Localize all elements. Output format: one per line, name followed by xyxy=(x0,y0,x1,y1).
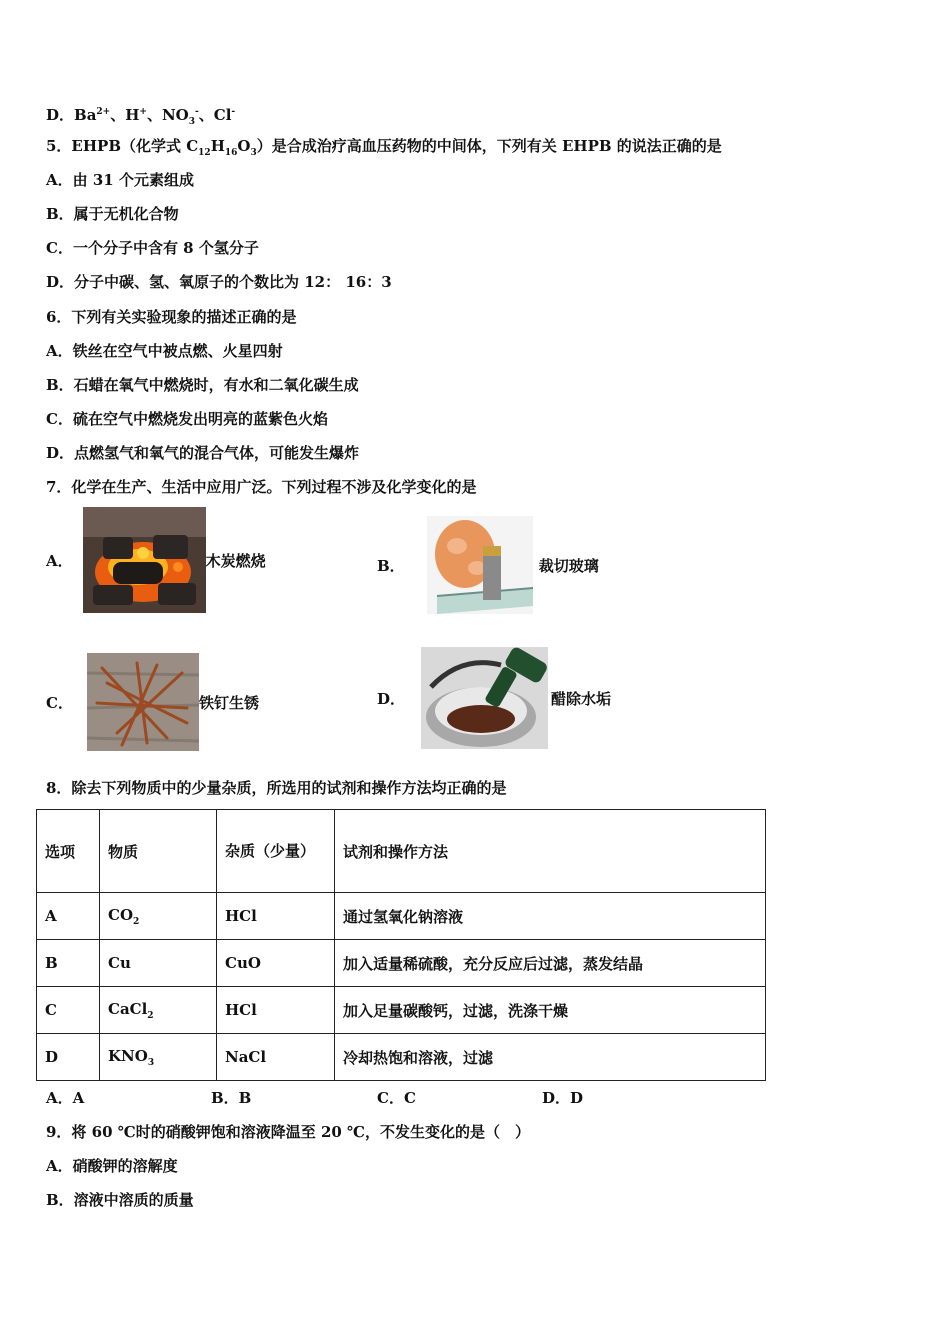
table-row xyxy=(37,1034,766,1081)
q9-option-b: B．溶液中溶质的质量 xyxy=(46,1191,194,1209)
cell-option: C xyxy=(37,987,100,1034)
q6-option-b: B．石蜡在氧气中燃烧时，有水和二氧化碳生成 xyxy=(46,376,359,394)
cell-impurity: CuO xyxy=(217,940,335,987)
q5-option-b: B．属于无机化合物 xyxy=(46,205,179,223)
table-row xyxy=(37,940,766,987)
q7-stem: 7．化学在生产、生活中应用广泛。下列过程不涉及化学变化的是 xyxy=(46,478,477,496)
q6-option-a: A．铁丝在空气中被点燃、火星四射 xyxy=(46,342,283,360)
q8-answer-d: D．D xyxy=(542,1089,584,1107)
q8-answer-c: C．C xyxy=(377,1089,416,1107)
cell-option: A xyxy=(37,893,100,940)
q7-option-c: C． 铁钉生锈 xyxy=(46,652,259,752)
q6-option-c: C．硫在空气中燃烧发出明亮的蓝紫色火焰 xyxy=(46,410,328,428)
q8-answer-b: B．B xyxy=(211,1089,252,1107)
glass-cutting-image xyxy=(427,516,533,614)
q5-option-a: A．由 31 个元素组成 xyxy=(46,171,194,189)
q9-option-a: A．硝酸钾的溶解度 xyxy=(46,1157,178,1175)
cell-option: D xyxy=(37,1034,100,1081)
cell-method: 通过氢氧化钠溶液 xyxy=(335,893,766,940)
cell-substance: CaCl$_2$ xyxy=(100,987,217,1034)
charcoal-burning-image xyxy=(83,507,206,613)
q8-stem: 8．除去下列物质中的少量杂质，所选用的试剂和操作方法均正确的是 xyxy=(46,779,507,797)
cell-impurity: HCl xyxy=(217,987,335,1034)
cell-impurity: NaCl xyxy=(217,1034,335,1081)
q5-stem: 5．EHPB（化学式 $C_{12}H_{16}O_3$）是合成治疗高血压药物的中间体，下列有关 EHPB 的说法正确的是 xyxy=(46,137,722,158)
cell-method: 冷却热饱和溶液，过滤 xyxy=(335,1034,766,1081)
header-method: 试剂和操作方法 xyxy=(335,810,766,893)
header-impurity: 杂质（少量） xyxy=(217,810,335,893)
q6-option-d: D．点燃氢气和氧气的混合气体，可能发生爆炸 xyxy=(46,444,360,462)
cell-impurity: HCl xyxy=(217,893,335,940)
table-header-row xyxy=(37,810,766,893)
kettle-vinegar-image xyxy=(421,647,548,749)
q5-option-d: D．分子中碳、氢、氧原子的个数比为 12： 16：3 xyxy=(46,273,392,291)
header-substance: 物质 xyxy=(100,810,217,893)
q8-table xyxy=(36,809,766,1081)
q4-option-d: D．$Ba^{2+}$、H+、$NO_3^-$、Cl- xyxy=(46,106,236,127)
q9-stem: 9．将 60 ℃时的硝酸钾饱和溶液降温至 20 ℃，不发生变化的是（ ） xyxy=(46,1123,531,1141)
q7-option-a-caption: 木炭燃烧 xyxy=(205,551,266,570)
q6-stem: 6．下列有关实验现象的描述正确的是 xyxy=(46,308,297,326)
q5-option-c: C．一个分子中含有 8 个氢分子 xyxy=(46,239,259,257)
cell-option: B xyxy=(37,940,100,987)
q7-option-b-caption: 裁切玻璃 xyxy=(538,556,599,575)
rusty-nails-image xyxy=(87,653,199,751)
table-row xyxy=(37,893,766,940)
q4-option-d-ions: $Ba^{2+}$、H+、$NO_3^-$、Cl- xyxy=(74,106,236,127)
q7-option-c-caption: 铁钉生锈 xyxy=(198,693,259,712)
cell-method: 加入适量稀硫酸，充分反应后过滤，蒸发结晶 xyxy=(335,940,766,987)
header-option: 选项 xyxy=(37,810,100,893)
q7-option-a: A． 木炭燃烧 xyxy=(46,507,266,613)
cell-method: 加入足量碳酸钙，过滤，洗涤干燥 xyxy=(335,987,766,1034)
q7-option-b: B． 裁切玻璃 xyxy=(377,514,599,616)
cell-substance: $CO_2$ xyxy=(100,893,217,940)
cell-substance: Cu xyxy=(100,940,217,987)
cell-substance: $KNO_3$ xyxy=(100,1034,217,1081)
table-row xyxy=(37,987,766,1034)
q7-option-d: D． 醋除水垢 xyxy=(377,646,611,750)
q8-answer-a: A．A xyxy=(46,1089,85,1107)
q7-option-d-caption: 醋除水垢 xyxy=(551,689,612,708)
